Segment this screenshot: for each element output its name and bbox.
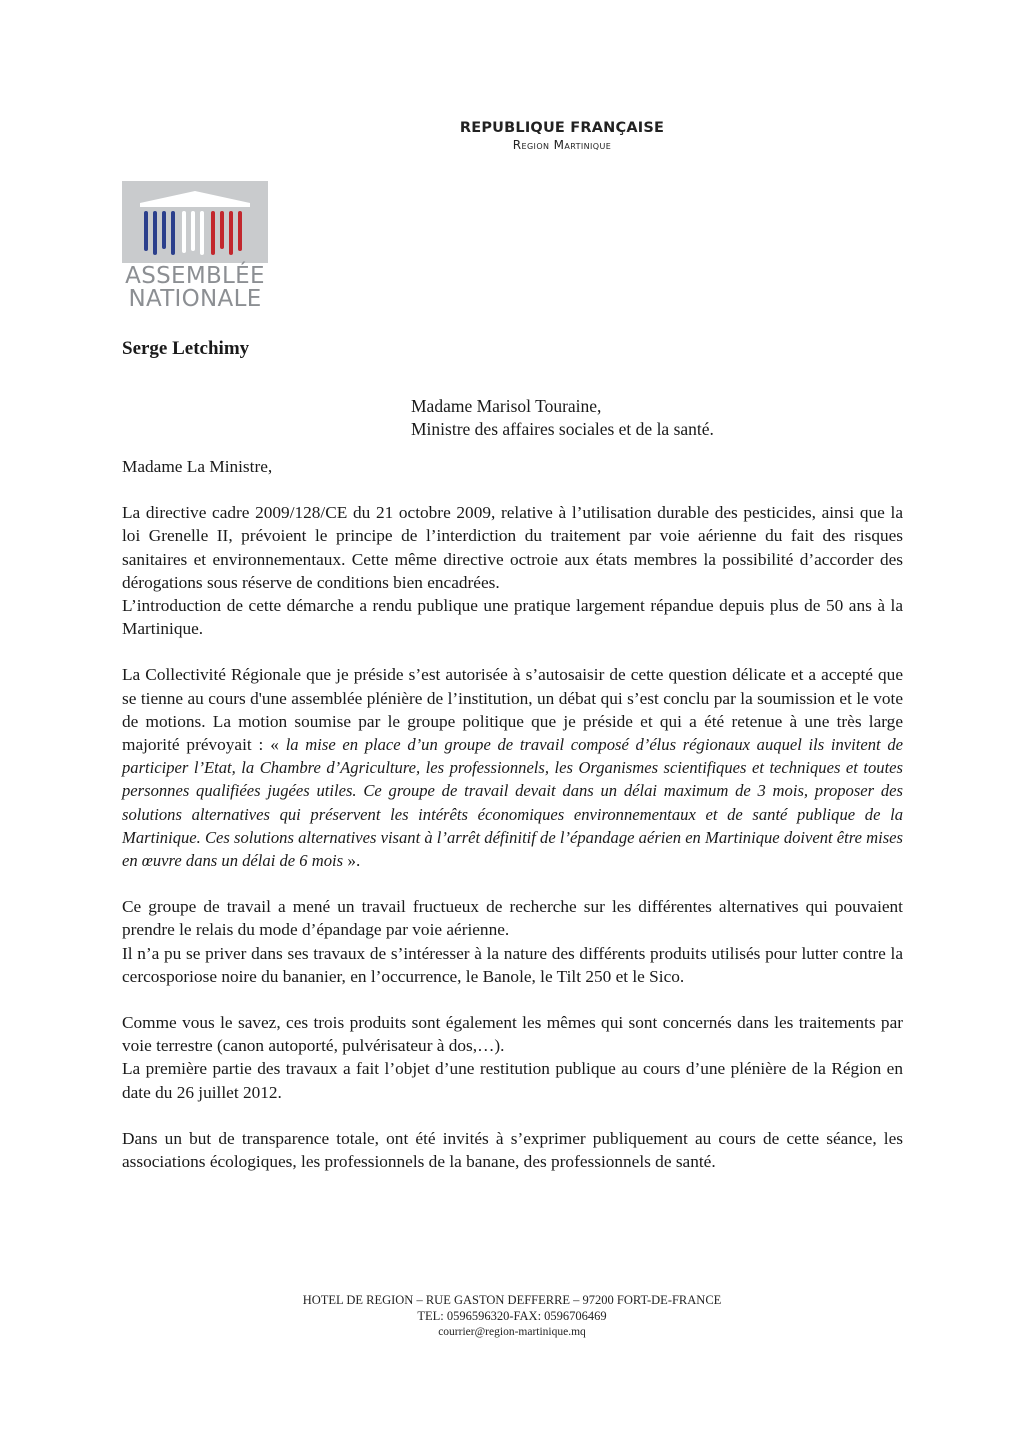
logo-line-assemblee: ASSEMBLÉE — [125, 263, 265, 289]
paragraph-collectivite — [122, 663, 903, 872]
paragraph-traitements: Comme vous le savez, ces trois produits sont également les mêmes qui sont concernés dans les traitements par voie terrestre (canon autoporté, pulvérisateur à dos,…). — [122, 1013, 903, 1056]
paragraph-transparence: Dans un but de transparence totale, ont été invités à s’exprimer publiquement au cours de cette séance, les associations écologiques, les professionnels de la banane, des professionnels de santé. — [122, 1128, 903, 1172]
recipient-title: Ministre des affaires sociales et de la santé. — [411, 419, 714, 439]
paragraph-collectivite-intro: La Collectivité Régionale que je préside s’est autorisée à s’autosaisir de cette question délicate et a accepté que se tienne au cours d'une assemblée plénière de l’institution, un débat qui s’est conclu par la soumission et le vote de motions. La motion soumise par le groupe politique que je préside et qui a été retenue à une très large majorité prévoyait : « — [122, 665, 903, 755]
paragraph-restitution: La première partie des travaux a fait l’objet d’une restitution publique au cours d’une plénière de la Région en date du 26 juillet 2012. — [122, 1059, 903, 1102]
paragraph-directive: La directive cadre 2009/128/CE du 21 octobre 2009, relative à l’utilisation durable des pesticides, ainsi que la loi Grenelle II, prévoient le principe de l’interdiction du traitement par voie aérienne du fait des risques sanitaires et environnementaux. Cette même directive octroie aux états membres la possibilité d’accorder des dérogations sous réserve de conditions bien encadrées. — [122, 503, 903, 592]
footer-email: courrier@region-martinique.mq — [438, 1326, 586, 1338]
footer-address: HOTEL DE REGION – RUE GASTON DEFFERRE – 97200 FORT-DE-FRANCE — [302, 1293, 722, 1307]
region-title: Region Martinique — [512, 138, 612, 152]
salutation: Madame La Ministre, — [122, 457, 273, 476]
motion-quote: la mise en place d’un groupe de travail composé d’élus régionaux auquel ils invitent de participer l’Etat, la Chambre d’Agriculture, les professionnels, les Organismes scientifiques et techniques et toutes personnes qualifiées jugées utiles. Ce groupe de travail devait dans un délai maximum de 3 mois, proposer des solutions alternatives qui préservent les intérêts économiques environnementaux et de santé publique de la Martinique. Ces solutions alternatives visant à l’arrêt définitif de l’épandage aérien en Martinique doivent être mises en œuvre dans un délai de 6 mois — [122, 735, 904, 871]
assemblee-nationale-logo — [122, 181, 268, 312]
republic-title: REPUBLIQUE FRANÇAISE — [459, 120, 665, 136]
assemblee-nationale-logo-icon — [122, 181, 268, 263]
letter-header — [0, 120, 1024, 152]
footer-phone: TEL: 0596596320-FAX: 0596706469 — [417, 1309, 607, 1323]
paragraph-groupe-travail: Ce groupe de travail a mené un travail fructueux de recherche sur les différentes alternatives qui pouvaient prendre le relais du mode d’épandage par voie aérienne. — [122, 897, 903, 940]
recipient-name: Madame Marisol Touraine, — [411, 396, 602, 416]
paragraph-produits: Il n’a pu se priver dans ses travaux de s’intéresser à la nature des différents produits utilisés pour lutter contre la cercosporiose noire du bananier, en l’occurrence, le Banole, le Tilt 250 et le Sico. — [122, 943, 903, 986]
logo-wordmark — [122, 265, 268, 311]
letter-footer — [0, 1292, 1024, 1340]
paragraph-introduction: L’introduction de cette démarche a rendu publique une pratique largement répandue depuis plus de 50 ans à la Martinique. — [122, 596, 903, 639]
recipient-block — [411, 395, 714, 441]
letter-body — [122, 455, 903, 1173]
logo-line-nationale: NATIONALE — [128, 286, 262, 312]
paragraph-collectivite-end: ». — [343, 851, 361, 871]
sender-name: Serge Letchimy — [122, 338, 250, 359]
logo-background — [122, 181, 268, 263]
